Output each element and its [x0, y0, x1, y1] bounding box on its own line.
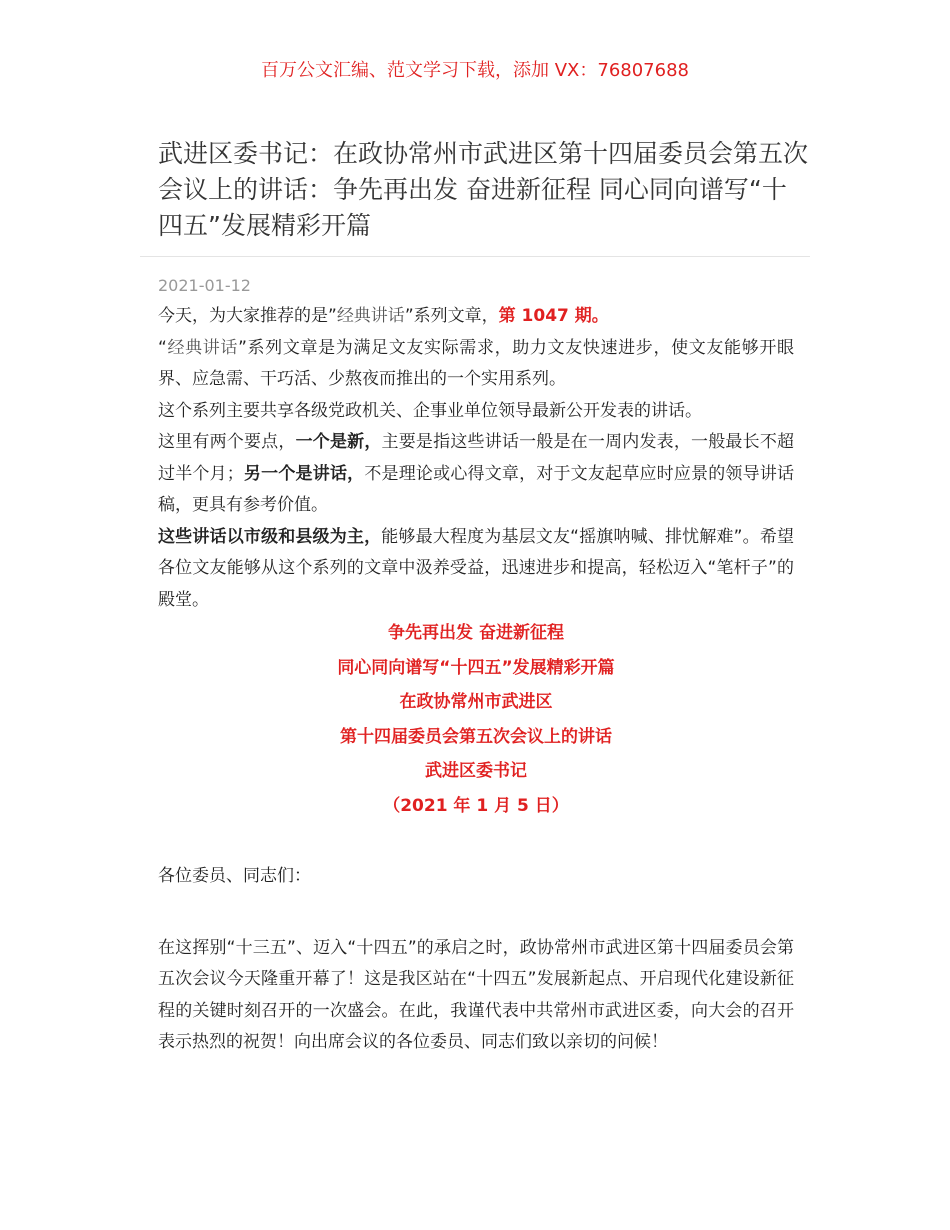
intro-text: ”系列文章是为满足文友实际需求，助力文友快速进步，使文友能够开眼界、应急需、干巧活、少熬夜而推出的一个实用系列。	[158, 337, 794, 389]
intro-text: 能够最大程度为基层文友“摇旗呐喊、排忧解难”。希望各位文友能够从这个系列的文章中汲养受益，迅速进步和提高，轻松迈入“笔杆子”的殿堂。	[158, 526, 794, 610]
intro-text: 主要是指这些讲话一般是在一周内发表，一般最长不超过半个月；	[158, 432, 795, 484]
intro-paragraph-5	[158, 522, 794, 617]
speech-paragraph-1: 在这挥别“十三五”、迈入“十四五”的承启之时，政协常州市武进区第十四届委员会第五次会议今天隆重开幕了！这是我区站在“十四五”发展新起点、开启现代化建设新征程的关键时刻召开的一次盛会。在此，我谨代表中共常州市武进区委，向大会的召开表示热烈的祝贺！向出席会议的各位委员、同志们致以亲切的问候！	[158, 937, 794, 1052]
intro-paragraph-4	[158, 427, 794, 522]
speech-greeting: 各位委员、同志们：	[158, 866, 311, 886]
speech-title-line-2: 同心同向谱写“十四五”发展精彩开篇	[337, 657, 615, 678]
intro-text: 这里有两个要点，	[158, 432, 296, 452]
speech-title-line-4: 第十四届委员会第五次会议上的讲话	[340, 726, 612, 747]
spacer	[158, 893, 794, 933]
intro-text: ”系列文章，	[404, 306, 499, 326]
article-body	[158, 301, 794, 1059]
spacer	[158, 823, 794, 861]
series-name: 经典讲话	[166, 337, 239, 358]
publish-date: 2021-01-12	[158, 276, 251, 295]
intro-text: 不是理论或心得文章，对于文友起草应时应景的领导讲话稿，更具有参考价值。	[158, 463, 795, 515]
bold-text: 另一个是讲话，	[243, 463, 365, 484]
issue-number: 第 1047 期。	[498, 306, 609, 326]
intro-text: “	[158, 337, 167, 358]
intro-paragraph-2	[158, 333, 794, 396]
speech-title-line-1: 争先再出发 奋进新征程	[388, 623, 564, 643]
title-divider	[140, 256, 810, 257]
speech-title-line-3: 在政协常州市武进区	[399, 692, 553, 712]
watermark-banner: 百万公文汇编、范文学习下载，添加 VX：76807688	[261, 60, 689, 81]
speech-date: （2021 年 1 月 5 日）	[383, 795, 569, 816]
bold-text: 这些讲话以市级和县级为主，	[158, 526, 382, 547]
intro-text: 今天，为大家推荐的是”	[158, 306, 337, 326]
intro-paragraph-1	[158, 301, 794, 333]
article-title: 武进区委书记：在政协常州市武进区第十四届委员会第五次会议上的讲话：争先再出发 奋进新征程 同心同向谱写“十四五”发展精彩开篇	[158, 139, 809, 240]
speaker-title: 武进区委书记	[425, 761, 527, 781]
bold-text: 一个是新，	[295, 432, 382, 452]
intro-paragraph-3: 这个系列主要共享各级党政机关、企事业单位领导最新公开发表的讲话。	[158, 400, 702, 421]
series-name: 经典讲话	[336, 306, 405, 326]
